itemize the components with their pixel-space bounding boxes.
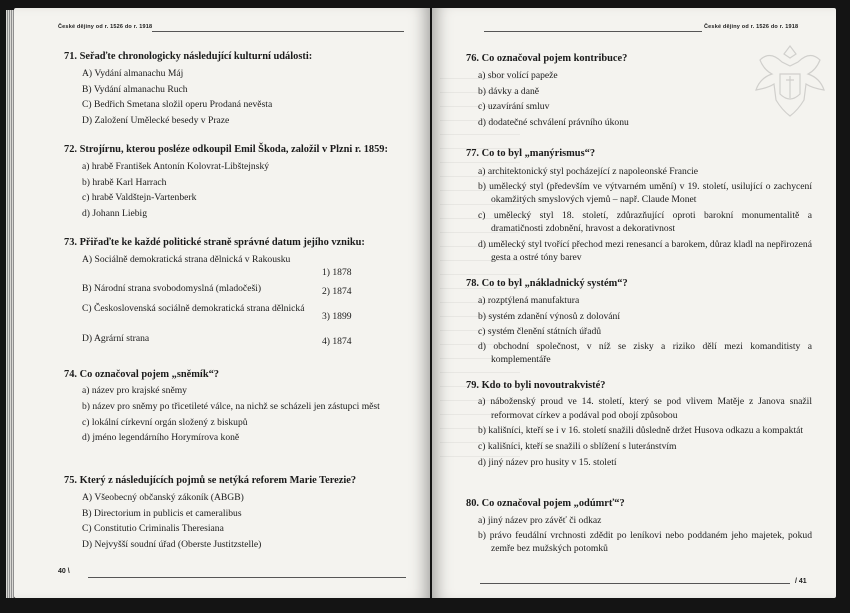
left-footer-rule — [88, 577, 406, 578]
question-79 — [466, 379, 812, 470]
question-79-option-d: d) jiný název pro husity v 15. století — [478, 456, 617, 468]
question-75-option-b: B) Directorium in publicis et cameralibus — [82, 507, 242, 519]
question-77-option-a: a) architektonický styl pocházející z napoleonské Francie — [478, 166, 699, 177]
question-77-option-c: c) umělecký styl 18. století, zdůrazňující oproti barokní monumentalitě a dramatičnosti zdobnění, hravost a dekorativnost — [478, 209, 812, 235]
question-75-title: 75. Který z následujících pojmů se netýká reforem Marie Terezie? — [64, 475, 357, 486]
question-78-option-c: c) systém členění státních úřadů — [478, 326, 602, 337]
question-75-option-d: D) Nejvyšší soudní úřad (Oberste Justitzstelle) — [82, 538, 262, 550]
question-75 — [64, 474, 356, 552]
question-74-option-d: d) jméno legendárního Horymírova koně — [82, 432, 240, 444]
question-73-party-d: D) Agrární strana — [82, 333, 150, 344]
question-73-party-a: A) Sociálně demokratická strana dělnická v Rakousku — [82, 254, 291, 265]
question-74-option-a: a) název pro krajské sněmy — [82, 385, 187, 396]
question-73-pairs — [82, 253, 392, 350]
question-79-option-a: a) náboženský proud ve 14. století, který se pod vlivem Matěje z Janova snažil reformovat církev a podával pod obojí způsobou — [478, 396, 812, 421]
question-73-row-a — [82, 253, 392, 282]
question-73-date-1: 1) 1878 — [322, 267, 352, 278]
question-75-option-c: C) Constitutio Criminalis Theresiana — [82, 523, 224, 534]
question-78 — [466, 277, 812, 369]
question-71-option-d: D) Založení Umělecké besedy v Praze — [82, 114, 230, 126]
question-72-option-c: c) hrabě Valdštejn-Vartenberk — [82, 192, 197, 203]
question-76-option-a: a) sbor volící papeže — [478, 70, 558, 81]
question-73-date-3: 3) 1899 — [322, 311, 352, 322]
question-76 — [466, 52, 629, 130]
question-78-option-d: d) obchodní společnost, v níž se zisky a riziko dělí mezi komanditisty a komplementáře — [478, 340, 812, 366]
question-74-option-c: c) lokální církevní orgán složený z biskupů — [82, 416, 248, 428]
question-76-option-c: c) uzavírání smluv — [478, 101, 550, 112]
right-footer-rule — [480, 583, 790, 584]
question-73-date-4: 4) 1874 — [322, 336, 352, 347]
question-74-title: 74. Co označoval pojem „sněmík“? — [64, 369, 219, 380]
right-header-rule — [484, 31, 702, 32]
question-73-row-d — [82, 332, 392, 350]
question-78-option-a: a) rozptýlená manufaktura — [478, 295, 580, 306]
question-77-title: 77. Co to byl „manýrismus“? — [466, 148, 596, 159]
question-74-option-b: b) název pro sněmy po třicetileté válce, na nichž se scházeli jen zástupci měst — [82, 400, 380, 412]
question-78-option-b: b) systém zdanění výnosů z dolování — [478, 310, 621, 322]
question-80 — [466, 497, 812, 558]
question-73-party-c: C) Československá sociálně demokratická strana dělnická — [82, 303, 305, 314]
right-page-number: / 41 — [795, 578, 807, 585]
question-76-option-b: b) dávky a daně — [478, 85, 540, 97]
question-73-party-b: B) Národní strana svobodomyslná (mladočeši) — [82, 283, 262, 294]
question-79-option-c: c) kališníci, kteří se snažili o sblížení s luteránstvím — [478, 441, 677, 453]
question-73-row-c — [82, 302, 392, 332]
question-77-option-d: d) umělecký styl tvořící přechod mezi renesancí a barokem, důraz kladl na nepřirozená gesta a ostré tóny barev — [478, 238, 812, 264]
question-80-option-b: b) právo feudální vrchnosti zdědit po leníkovi nebo poddaném jeho majetek, pokud zemře bez mužských potomků — [478, 529, 812, 555]
question-73-date-2: 2) 1874 — [322, 286, 352, 297]
question-71 — [64, 50, 312, 128]
left-running-header: České dějiny od r. 1526 do r. 1918 — [58, 24, 153, 30]
question-71-option-a: A) Vydání almanachu Máj — [82, 68, 184, 79]
question-73-row-b — [82, 282, 392, 302]
question-79-option-b: b) kališníci, kteří se i v 16. století snažili důsledně držet Husova odkazu a kompaktát — [478, 425, 804, 437]
question-75-option-a: A) Všeobecný občanský zákoník (ABGB) — [82, 492, 244, 503]
question-72-title: 72. Strojírnu, kterou posléze odkoupil Emil Škoda, založil v Plzni r. 1859: — [64, 144, 388, 155]
question-80-option-a: a) jiný název pro závěť či odkaz — [478, 515, 602, 526]
coat-of-arms-watermark — [750, 40, 830, 122]
question-77-option-b: b) umělecký styl (především ve výtvarném umění) v 19. století, usilující o zachycení okamžitých smyslových vjemů – např. Claude Monet — [478, 180, 812, 206]
question-76-title: 76. Co označoval pojem kontribuce? — [466, 53, 628, 64]
question-71-title: 71. Seřaďte chronologicky následující kulturní události: — [64, 51, 313, 62]
question-71-option-c: C) Bedřich Smetana složil operu Prodaná nevěsta — [82, 99, 273, 110]
page-edges — [6, 10, 14, 598]
question-77 — [466, 147, 812, 267]
question-72-option-d: d) Johann Liebig — [82, 207, 148, 219]
question-71-option-b: B) Vydání almanachu Ruch — [82, 83, 188, 95]
question-73 — [64, 236, 365, 249]
question-78-title: 78. Co to byl „nákladnický systém“? — [466, 278, 628, 289]
left-page-number: 40 \ — [58, 568, 70, 575]
question-80-title: 80. Co označoval pojem „odúmrť“? — [466, 498, 625, 509]
question-72-option-b: b) hrabě Karl Harrach — [82, 176, 167, 188]
question-79-title: 79. Kdo to byli novoutrakvisté? — [466, 380, 606, 391]
question-72-option-a: a) hrabě František Antonín Kolovrat-Libštejnský — [82, 161, 270, 172]
question-72 — [64, 143, 388, 221]
right-running-header: České dějiny od r. 1526 do r. 1918 — [704, 24, 799, 30]
left-header-rule — [152, 31, 404, 32]
question-74 — [64, 368, 404, 446]
question-76-option-d: d) dodatečné schválení právního úkonu — [478, 116, 629, 128]
question-73-title: 73. Přiřaďte ke každé politické straně správné datum jejího vzniku: — [64, 237, 365, 248]
